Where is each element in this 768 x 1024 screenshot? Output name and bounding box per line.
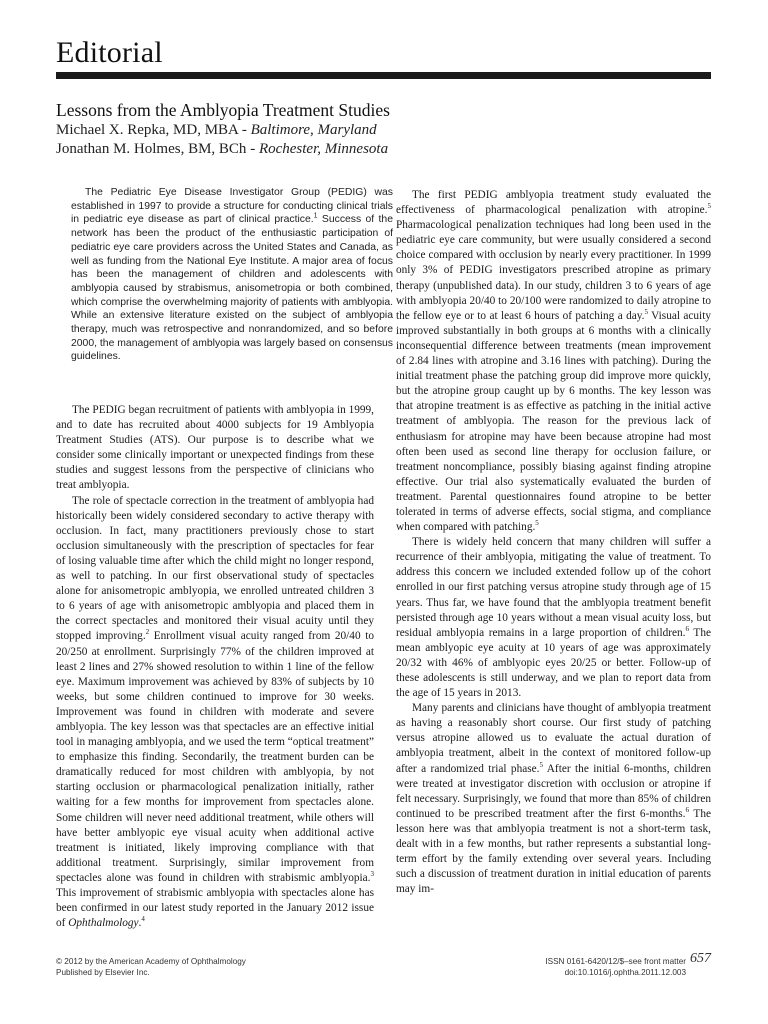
footer-copyright [56, 956, 246, 978]
text-run: Visual acuity improved substantially in both groups at 6 months with a clinically inconsequential difference between treatments (mean improvement of 2.84 lines with atropine and 3.16 lines with patching). During the initial treatment phase the patching group did improve more quickly, but the atropine group caught up by 6 months. The key lesson was that atropine treatment is as effective as patching in the initial active treatment of amblyopia. The reason for the previous lack of enthusiasm for atropine may have been because atropine had most often been used as second line therapy for occlusion failure, or treatment noncompliance, possibly biasing against finding atropine effective. Our trial also systematically evaluated the burden of treatment. Parental questionnaires found atropine to be better tolerated in terms of adverse effects, social stigma, and compliance when compared with patching. [396, 309, 711, 534]
abstract-paragraph [71, 186, 393, 364]
text-run: Pharmacological penalization techniques had long been used in the pediatric eye care community, but were usually considered a second choice compared with occlusion by nearly every practitioner. In 1999 only 3% of PEDIG investigators prescribed atropine as primary therapy (unpublished data). In our study, children 3 to 6 years of age with amblyopia 20/40 to 20/100 were randomized to daily atropine to the fellow eye or to at least 6 hours of patching a day. [396, 219, 711, 322]
text-run: This improvement of strabismic amblyopia with spectacles alone has been confirmed in our latest study reported in the January 2012 issue of [56, 887, 374, 930]
citation-superscript: 5 [644, 307, 648, 316]
body-column-right [396, 188, 711, 897]
citation-superscript: 6 [685, 624, 689, 633]
body-paragraph [56, 403, 374, 494]
text-run: The role of spectacle correction in the treatment of amblyopia had historically been widely considered secondary to active therapy with occlusion. In fact, many practitioners previously chose to start occlusion simultaneously with the prescription of spectacles for fear of losing valuable time after which the child might no longer respond, as well to patching. In our first observational study of spectacles alone for anisometropic amblyopia, we enrolled untreated children 3 to 6 years of age with anisometropic amblyopia and placed them in the correct spectacles and monitored their visual acuity until they stopped improving. [56, 494, 374, 643]
citation-superscript: 5 [535, 519, 539, 528]
issn-line: ISSN 0161-6420/12/$–see front matter [545, 957, 686, 966]
citation-superscript: 4 [141, 915, 145, 924]
body-paragraph [56, 494, 374, 932]
text-run: The Pediatric Eye Disease Investigator Group (PEDIG) was established in 1997 to provide a structure for conducting clinical trials in pediatric eye disease as part of clinical practice. [71, 187, 393, 226]
article-page [56, 0, 711, 1024]
publisher-line: Published by Elsevier Inc. [56, 968, 150, 977]
body-column-left [56, 403, 374, 931]
citation-superscript: 2 [145, 628, 150, 637]
text-run: . [138, 917, 142, 930]
citation-superscript: 6 [685, 806, 689, 815]
author-line-1 [56, 121, 388, 140]
doi-line: doi:10.1016/j.ophtha.2011.12.003 [564, 968, 686, 977]
body-paragraph [396, 535, 711, 701]
author-separator: - [238, 122, 251, 138]
text-run: Success of the network has been the product of the enthusiastic participation of pediatric eye care providers across the United States and Canada, as well as funding from the National Eye Institute. A major area of focus has been the management of children and adolescents with amblyopia caused by strabismus, anisometropia or both combined, which comprise the overwhelming majority of patients with amblyopia. While an extensive literature existed on the subject of amblyopia therapy, much was retrospective and nonrandomized, and so before 2000, the management of amblyopia was largely based on consensus guidelines. [71, 214, 393, 363]
citation-superscript: 3 [370, 870, 374, 879]
text-run: After the initial 6-months, children were treated at investigator discretion with occlusion or atropine if felt necessary. Surprisingly, we found that more than 85% of children continued to be prescribed treatment after the first 6-months. [396, 762, 711, 820]
copyright-line: © 2012 by the American Academy of Ophthalmology [56, 957, 246, 966]
citation-superscript: 5 [707, 202, 711, 211]
header-rule [56, 72, 711, 79]
author-name: Michael X. Repka, MD, MBA [56, 122, 239, 138]
text-run: The mean amblyopic eye acuity at 10 years of age was approximately 20/32 with 46% of amblyopic eyes 20/25 or better. Follow-up of these adolescents is still underway, and we plan to report data from the age of 15 years in 2013. [396, 626, 711, 700]
text-run: There is widely held concern that many children will suffer a recurrence of their amblyopia, mitigating the value of treatment. To address this concern we included extended follow up of the cohort enrolled in our first patching versus atropine study through age of 15 years. Thus far, we have found that the amblyopia treatment benefit persisted through age 10 years without a mean visual acuity loss, but residual amblyopia remains in a large proportion of children. [396, 536, 711, 639]
footer-identifiers [504, 956, 686, 978]
author-location: Baltimore, Maryland [250, 122, 377, 138]
text-run: The first PEDIG amblyopia treatment study evaluated the effectiveness of pharmacological penalization with atropine. [396, 189, 711, 217]
text-run: Enrollment visual acuity ranged from 20/40 to 20/250 at enrollment. Surprisingly 77% of the children improved at least 2 lines and 27% showed resolution to within 1 line of the fellow eye. Maximum improvement was achieved by 83% of subjects by 10 weeks, but some children continued to improve for 30 weeks. Improvement was found in children with moderate and severe amblyopia. The key lesson was that spectacles are an effective initial tool in managing amblyopia, and we used the term “optical treatment” to emphasize this finding. Secondarily, the treatment burden can be dramatically reduced for most children with amblyopia, by not starting occlusion or pharmacological penalization initially, rather waiting for a few months for improvement from spectacles alone. Some children will never need additional treatment, while others will have better amblyopic eye visual acuity when additional active treatment is initiated, likely improving compliance with that additional treatment. Surprisingly, similar improvement from spectacles alone was found in children with strabismic amblyopia. [56, 630, 374, 884]
author-separator: - [246, 141, 259, 157]
body-paragraph [396, 188, 711, 535]
body-paragraph [396, 701, 711, 897]
author-location: Rochester, Minnesota [258, 141, 389, 157]
text-run: Many parents and clinicians have thought of amblyopia treatment as having a reasonably short course. Our first study of patching versus atropine allowed us to evaluate the actual duration of amblyopia treatment, albeit in the context of monitored follow-up after a randomized trial phase. [396, 702, 711, 775]
author-list [56, 121, 388, 159]
citation-superscript: 1 [313, 212, 318, 220]
page-number: 657 [690, 951, 711, 966]
section-label: Editorial [56, 36, 163, 69]
article-title: Lessons from the Amblyopia Treatment Studies [56, 100, 390, 120]
author-name: Jonathan M. Holmes, BM, BCh [56, 141, 247, 157]
citation-superscript: 5 [539, 760, 543, 769]
italic-text: Ophthalmology [68, 917, 139, 930]
author-line-2 [56, 140, 388, 159]
text-run: The lesson here was that amblyopia treatment is not a short-term task, dealt with in a few months, but rather represents a substantial long-term effort by the family extending over several years. Including such a discussion of treatment duration in initial education of parents may im- [396, 807, 711, 896]
abstract [71, 186, 393, 364]
text-run: The PEDIG began recruitment of patients with amblyopia in 1999, and to date has recruited about 4000 subjects for 19 Amblyopia Treatment Studies (ATS). Our purpose is to describe what we consider some clinically important or unexpected findings from these studies and suggest lessons from the perspective of clinicians who treat amblyopia. [56, 404, 374, 492]
